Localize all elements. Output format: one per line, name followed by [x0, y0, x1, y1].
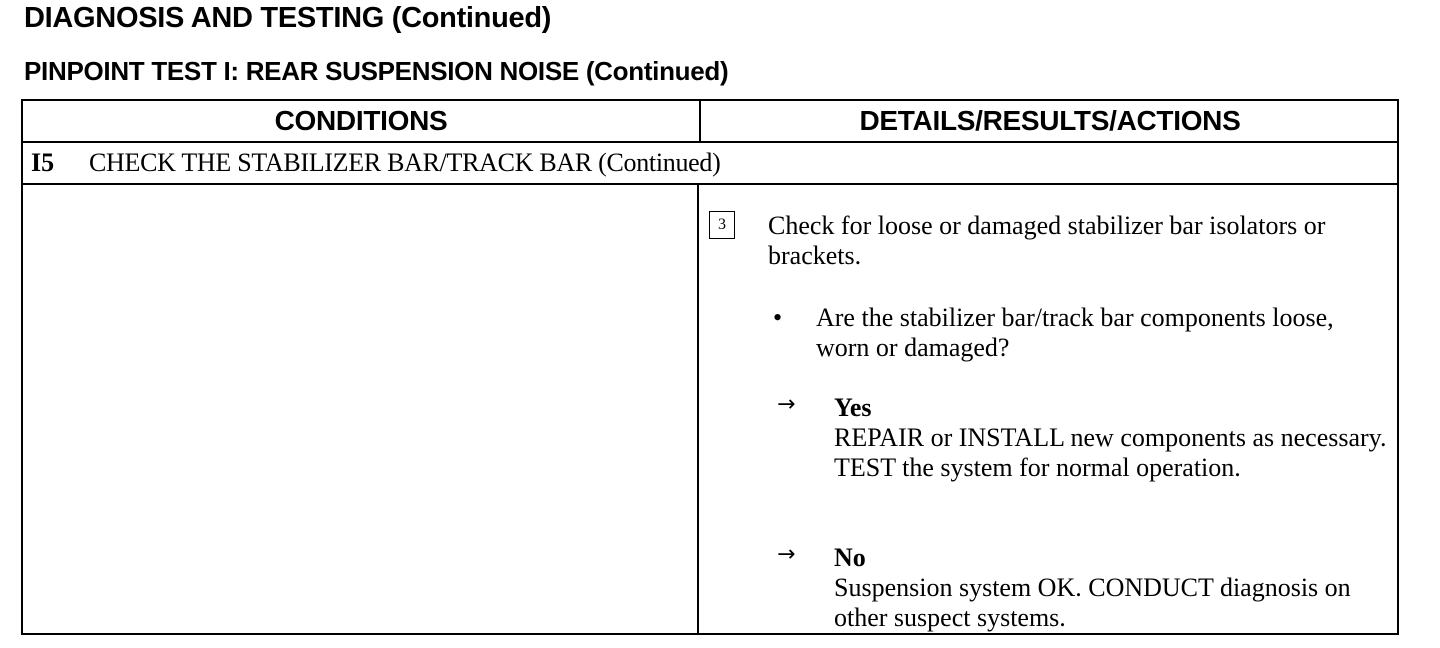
details-column-header: DETAILS/RESULTS/ACTIONS [859, 105, 1241, 136]
pinpoint-test-table [21, 99, 1399, 635]
page-title: DIAGNOSIS AND TESTING (Continued) [24, 2, 552, 34]
step-row [23, 143, 1397, 185]
no-label: No [834, 543, 866, 572]
bullet-icon: • [773, 303, 783, 332]
question-text: Are the stabilizer bar/track bar components loose, worn or damaged? [816, 303, 1334, 362]
yes-label: Yes [834, 393, 872, 422]
conditions-column-header: CONDITIONS [274, 105, 448, 136]
no-action-text: Suspension system OK. CONDUCT diagnosis on other suspect systems. [834, 573, 1351, 632]
yes-action-text: REPAIR or INSTALL new components as necessary. TEST the system for normal operation. [834, 423, 1387, 482]
table-header-row [23, 101, 1397, 143]
details-cell [699, 185, 1399, 635]
arrow-right-icon: → [777, 542, 796, 567]
test-title: PINPOINT TEST I: REAR SUSPENSION NOISE (Continued) [24, 56, 729, 86]
step-id: I5 [31, 148, 55, 177]
check-instruction: Check for loose or damaged stabilizer bar isolators or brackets. [768, 211, 1326, 270]
substep-number-box: 3 [709, 211, 735, 239]
arrow-right-icon: → [777, 392, 796, 417]
step-title: CHECK THE STABILIZER BAR/TRACK BAR (Continued) [89, 148, 721, 177]
